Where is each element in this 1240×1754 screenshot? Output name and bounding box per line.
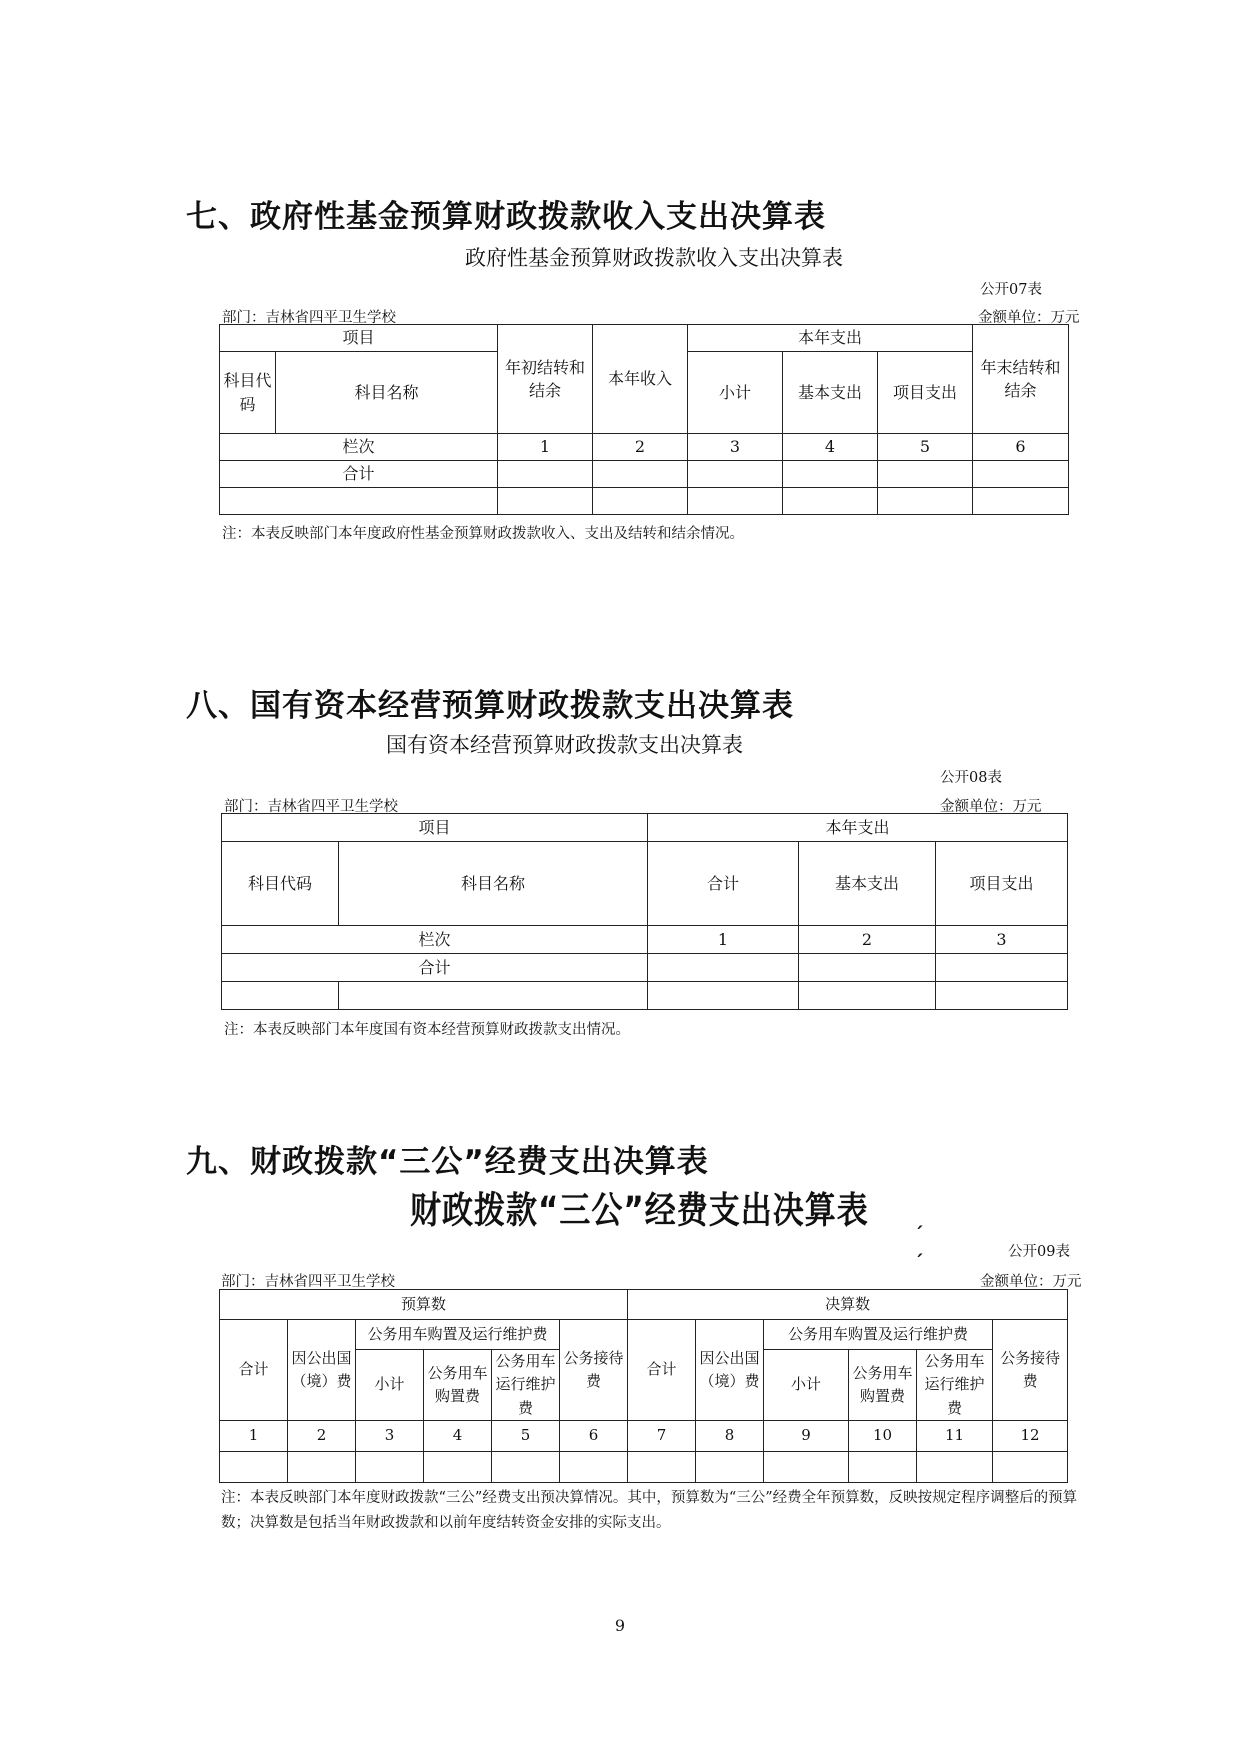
table-cell — [993, 1451, 1068, 1482]
table-cell — [936, 982, 1068, 1010]
header-vehicle-group: 公务用车购置及运行维护费 — [764, 1320, 993, 1350]
section7-unit: 金额单位：万元 — [978, 310, 1080, 326]
col-number: 12 — [993, 1420, 1068, 1451]
section9-table — [219, 1289, 1068, 1483]
table-row — [220, 488, 1069, 515]
col-number: 2 — [799, 926, 936, 954]
table-row — [222, 954, 1068, 982]
header-item: 项目 — [222, 814, 648, 842]
section9-heading: 九、财政拨款“三公”经费支出决算表 — [186, 1144, 709, 1180]
header-income: 本年收入 — [593, 325, 688, 434]
section9-dept: 部门：吉林省四平卫生学校 — [221, 1274, 395, 1290]
col-number: 5 — [492, 1420, 560, 1451]
header-basic: 基本支出 — [783, 352, 878, 434]
col-number: 3 — [936, 926, 1068, 954]
header-code: 科目代码 — [220, 352, 276, 434]
table-cell — [288, 1451, 356, 1482]
section8-unit: 金额单位：万元 — [940, 799, 1042, 815]
col-number: 2 — [593, 434, 688, 461]
table-cell — [593, 461, 688, 488]
col-number: 7 — [628, 1420, 696, 1451]
col-number: 4 — [424, 1420, 492, 1451]
table-cell — [973, 488, 1069, 515]
table-cell — [849, 1451, 917, 1482]
header-final: 决算数 — [628, 1290, 1068, 1320]
table-cell — [498, 488, 593, 515]
col-number: 9 — [764, 1420, 849, 1451]
section9-unit: 金额单位：万元 — [980, 1274, 1082, 1290]
table-row — [220, 1451, 1068, 1482]
header-reception: 公务接待费 — [560, 1320, 628, 1421]
header-name: 科目名称 — [276, 352, 498, 434]
section7-table — [219, 324, 1069, 515]
row-label: 栏次 — [220, 434, 498, 461]
col-number: 6 — [973, 434, 1069, 461]
table-cell — [878, 461, 973, 488]
table-cell — [648, 982, 799, 1010]
section8-dept: 部门：吉林省四平卫生学校 — [224, 799, 398, 815]
table-row — [222, 982, 1068, 1010]
header-subtotal: 小计 — [764, 1350, 849, 1421]
col-number: 5 — [878, 434, 973, 461]
header-vehicle-ops: 公务用车运行维护费 — [492, 1350, 560, 1421]
table-cell — [973, 461, 1069, 488]
table-cell — [783, 461, 878, 488]
table-cell — [936, 954, 1068, 982]
col-number: 1 — [498, 434, 593, 461]
section7-table-title: 政府性基金预算财政拨款收入支出决算表 — [465, 246, 843, 270]
header-abroad: 因公出国（境）费 — [696, 1320, 764, 1421]
page-number: 9 — [614, 1616, 626, 1635]
col-number: 4 — [783, 434, 878, 461]
header-budget: 预算数 — [220, 1290, 628, 1320]
col-number: 8 — [696, 1420, 764, 1451]
table-cell — [356, 1451, 424, 1482]
table-cell — [222, 982, 339, 1010]
table-cell — [628, 1451, 696, 1482]
table-cell — [648, 954, 799, 982]
header-project: 项目支出 — [936, 842, 1068, 926]
table-cell — [696, 1451, 764, 1482]
table-cell — [498, 461, 593, 488]
header-total: 合计 — [648, 842, 799, 926]
table-cell — [688, 461, 783, 488]
header-total: 合计 — [628, 1320, 696, 1421]
col-number: 3 — [356, 1420, 424, 1451]
header-end-balance: 年末结转和结余 — [973, 325, 1069, 434]
header-vehicle-purchase: 公务用车购置费 — [849, 1350, 917, 1421]
header-vehicle-ops: 公务用车运行维护费 — [917, 1350, 993, 1421]
header-vehicle-purchase: 公务用车购置费 — [424, 1350, 492, 1421]
table-cell — [220, 1451, 288, 1482]
section8-note: 注：本表反映部门本年度国有资本经营预算财政拨款支出情况。 — [224, 1022, 630, 1038]
table-cell — [593, 488, 688, 515]
table-cell — [783, 488, 878, 515]
section7-form-no: 公开07表 — [980, 282, 1042, 298]
col-number: 1 — [648, 926, 799, 954]
header-reception: 公务接待费 — [993, 1320, 1068, 1421]
table-cell — [424, 1451, 492, 1482]
col-number: 6 — [560, 1420, 628, 1451]
header-begin-balance: 年初结转和结余 — [498, 325, 593, 434]
table-cell — [220, 488, 498, 515]
section9-note: 注：本表反映部门本年度财政拨款“三公”经费支出预决算情况。其中，预算数为“三公”经费全年预算数，反映按规定程序调整后的预算数；决算数是包括当年财政拨款和以前年度结转资金安排的实际支出。 — [221, 1490, 1078, 1532]
table-row — [220, 434, 1069, 461]
section8-table-title: 国有资本经营预算财政拨款支出决算表 — [386, 733, 743, 757]
table-cell — [764, 1451, 849, 1482]
section8-heading: 八、国有资本经营预算财政拨款支出决算表 — [186, 688, 794, 724]
header-subtotal: 小计 — [688, 352, 783, 434]
total-label: 合计 — [222, 954, 648, 982]
col-number: 11 — [917, 1420, 993, 1451]
section9-form-no: 公开09表 — [1008, 1244, 1070, 1260]
table-cell — [878, 488, 973, 515]
section7-heading: 七、政府性基金预算财政拨款收入支出决算表 — [186, 199, 826, 235]
header-expense: 本年支出 — [688, 325, 973, 352]
header-project: 项目支出 — [878, 352, 973, 434]
header-abroad: 因公出国（境）费 — [288, 1320, 356, 1421]
table-cell — [560, 1451, 628, 1482]
table-row — [222, 926, 1068, 954]
table-cell — [339, 982, 648, 1010]
table-cell — [492, 1451, 560, 1482]
table-cell — [917, 1451, 993, 1482]
header-code: 科目代码 — [222, 842, 339, 926]
tick-mark: ˊ — [914, 1250, 924, 1274]
section8-form-no: 公开08表 — [940, 770, 1002, 786]
section9-table-title: 财政拨款“三公”经费支出决算表 — [410, 1189, 869, 1232]
table-cell — [799, 982, 936, 1010]
header-subtotal: 小计 — [356, 1350, 424, 1421]
header-vehicle-group: 公务用车购置及运行维护费 — [356, 1320, 560, 1350]
header-basic: 基本支出 — [799, 842, 936, 926]
table-cell — [688, 488, 783, 515]
col-number: 2 — [288, 1420, 356, 1451]
section7-dept: 部门：吉林省四平卫生学校 — [222, 310, 396, 326]
tick-mark: ˊ — [914, 1222, 924, 1246]
col-number: 10 — [849, 1420, 917, 1451]
table-row — [220, 461, 1069, 488]
section8-table — [221, 813, 1068, 1010]
header-total: 合计 — [220, 1320, 288, 1421]
col-number: 1 — [220, 1420, 288, 1451]
header-expense: 本年支出 — [648, 814, 1068, 842]
col-number: 3 — [688, 434, 783, 461]
row-label: 栏次 — [222, 926, 648, 954]
table-row — [220, 1420, 1068, 1451]
section7-note: 注：本表反映部门本年度政府性基金预算财政拨款收入、支出及结转和结余情况。 — [222, 526, 744, 542]
header-name: 科目名称 — [339, 842, 648, 926]
total-label: 合计 — [220, 461, 498, 488]
table-cell — [799, 954, 936, 982]
header-item: 项目 — [220, 325, 498, 352]
